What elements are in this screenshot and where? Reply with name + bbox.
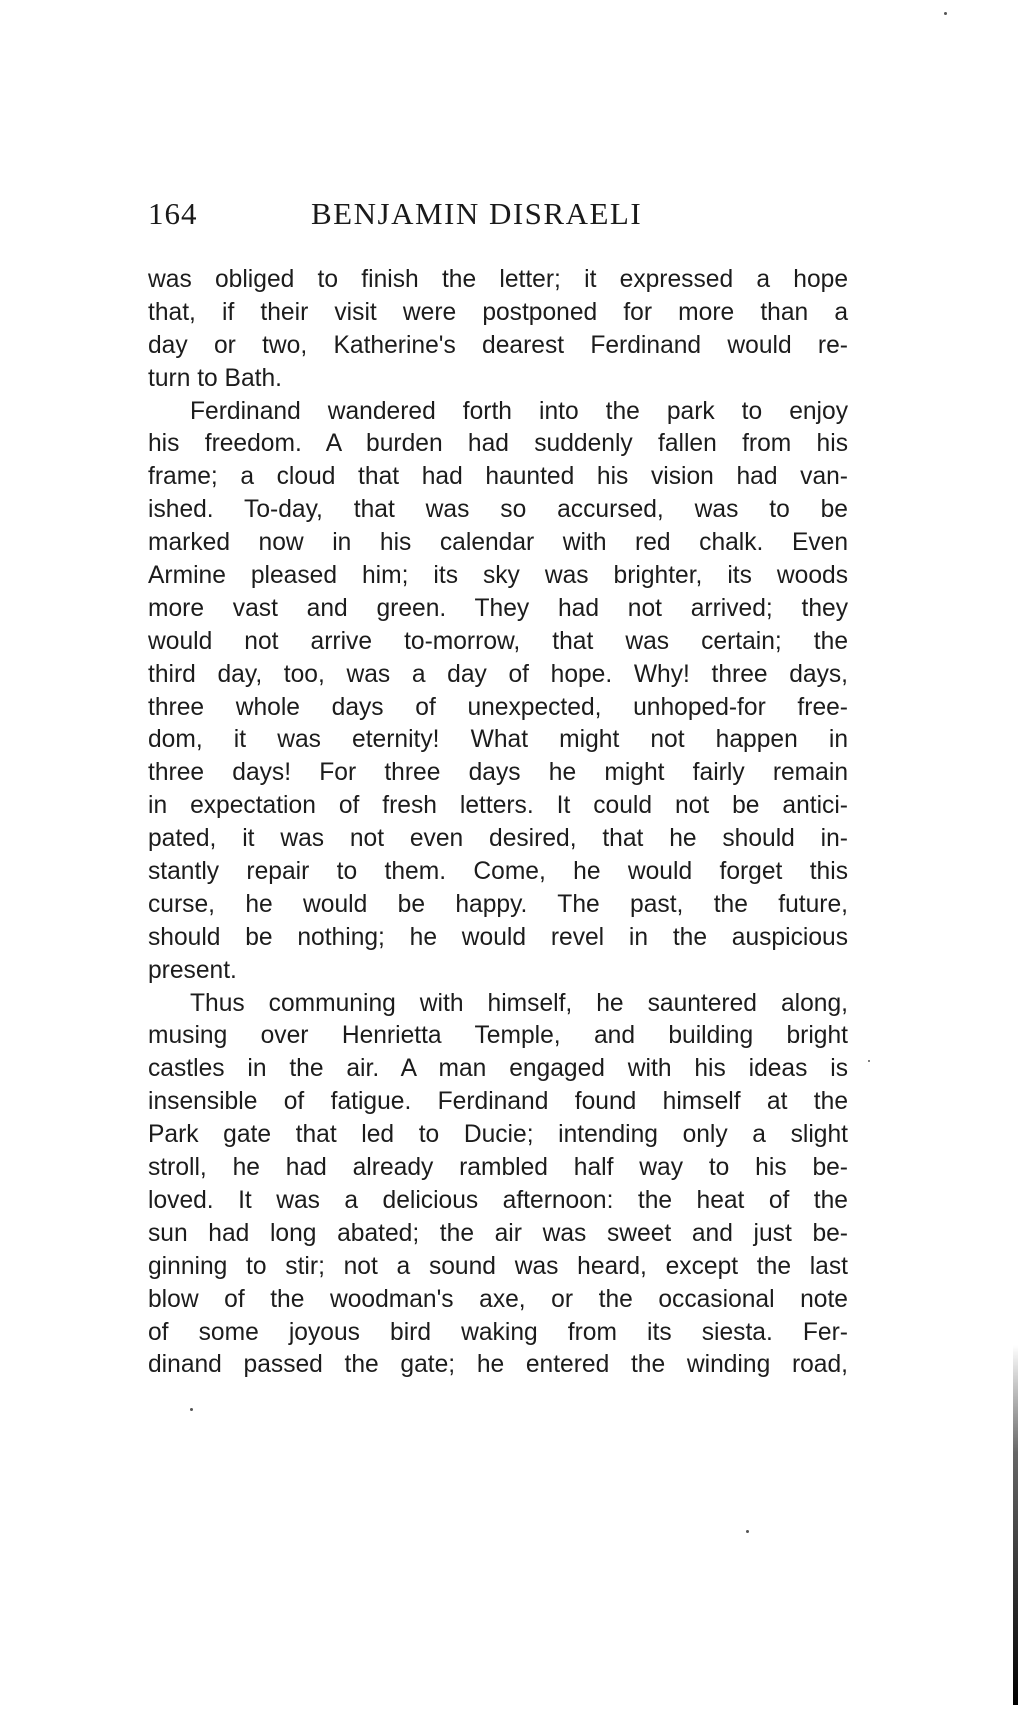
text-line: loved. It was a delicious afternoon: the heat of the <box>148 1186 848 1214</box>
text-line: blow of the woodman's axe, or the occasional note <box>148 1285 848 1313</box>
scan-speck <box>190 1408 193 1411</box>
paragraph-3 <box>148 988 848 1383</box>
text-line: of some joyous bird waking from its siesta. Fer- <box>148 1318 848 1346</box>
text-line: three days! For three days he might fairly remain <box>148 759 848 787</box>
text-line: was obliged to finish the letter; it expressed a hope <box>148 266 848 293</box>
text-line: curse, he would be happy. The past, the future, <box>148 890 848 918</box>
text-line: stantly repair to them. Come, he would forget this <box>148 858 848 886</box>
paragraph-2 <box>148 396 848 988</box>
text-line: would not arrive to-morrow, that was certain; the <box>148 627 848 655</box>
running-title: BENJAMIN DISRAELI <box>311 196 643 231</box>
text-line: his freedom. A burden had suddenly fallen from his <box>148 430 848 458</box>
paragraph-1 <box>148 264 848 396</box>
text-line: castles in the air. A man engaged with his ideas is <box>148 1055 848 1083</box>
text-line: Ferdinand wandered forth into the park to enjoy <box>190 397 848 425</box>
text-line: marked now in his calendar with red chalk. Even <box>148 529 848 557</box>
text-line: dom, it was eternity! What might not happen in <box>148 726 848 754</box>
scan-speck <box>746 1530 749 1533</box>
text-line: sun had long abated; the air was sweet and just be- <box>148 1219 848 1247</box>
scan-speck <box>868 1060 870 1062</box>
scan-speck <box>944 12 947 15</box>
text-line: Armine pleased him; its sky was brighter, its woods <box>148 562 848 590</box>
text-line: turn to Bath. <box>148 364 282 392</box>
text-line: frame; a cloud that had haunted his vision had van- <box>148 463 848 491</box>
text-line: three whole days of unexpected, unhoped-for free- <box>148 693 848 721</box>
page-number: 164 <box>148 196 198 231</box>
scan-edge-shadow <box>1013 1345 1018 1705</box>
text-line: Thus communing with himself, he sauntered along, <box>190 989 848 1017</box>
text-line: ished. To-day, that was so accursed, was to be <box>148 496 848 524</box>
text-line: insensible of fatigue. Ferdinand found himself at the <box>148 1088 848 1116</box>
text-line: present. <box>148 956 237 984</box>
text-line: musing over Henrietta Temple, and building bright <box>148 1022 848 1050</box>
text-line: stroll, he had already rambled half way to his be- <box>148 1154 848 1182</box>
text-line: that, if their visit were postponed for more than a <box>148 298 848 326</box>
text-line: pated, it was not even desired, that he should in- <box>148 825 848 853</box>
text-line: ginning to stir; not a sound was heard, except the last <box>148 1252 848 1280</box>
body-text <box>148 264 848 1382</box>
text-line: should be nothing; he would revel in the auspicious <box>148 923 848 951</box>
text-line: more vast and green. They had not arrived; they <box>148 594 848 622</box>
text-line: dinand passed the gate; he entered the winding road, <box>148 1351 848 1379</box>
page-header <box>148 196 848 244</box>
text-line: Park gate that led to Ducie; intending only a slight <box>148 1121 848 1149</box>
text-line: day or two, Katherine's dearest Ferdinand would re- <box>148 331 848 359</box>
text-line: in expectation of fresh letters. It could not be antici- <box>148 792 848 820</box>
text-line: third day, too, was a day of hope. Why! three days, <box>148 660 848 688</box>
